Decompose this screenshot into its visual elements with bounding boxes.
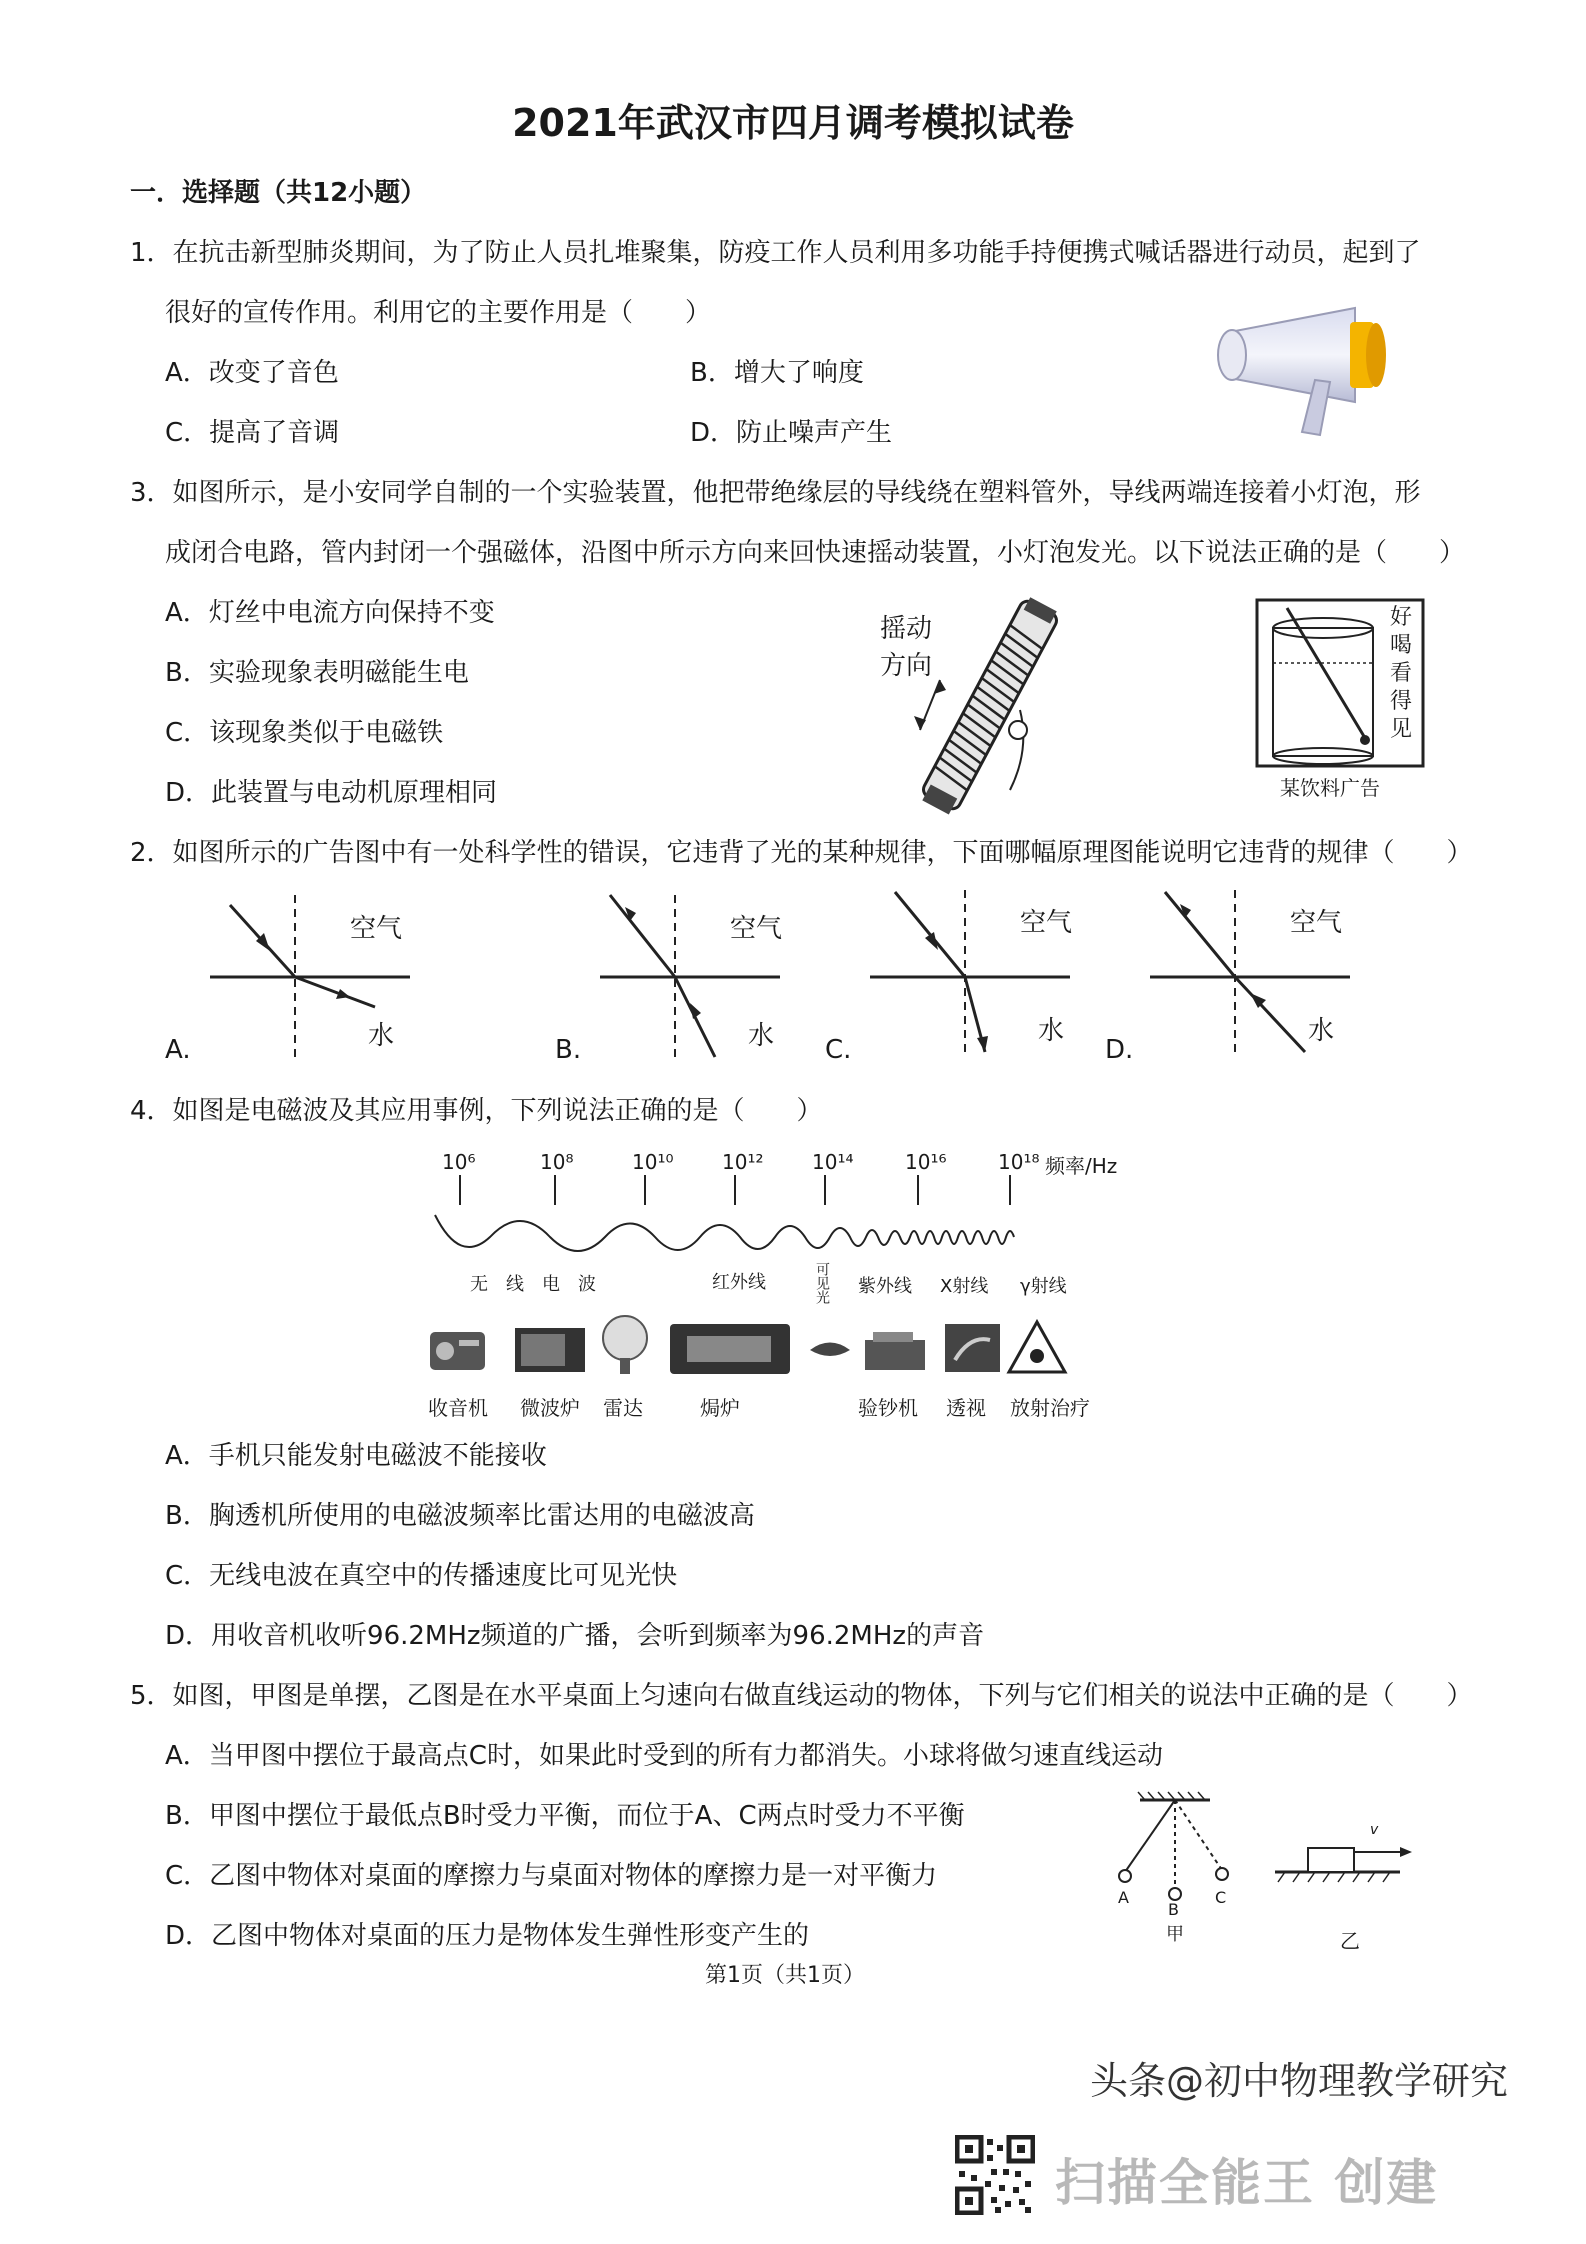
air-label: 空气: [1020, 908, 1073, 938]
freq-label: 10¹⁴: [812, 1150, 854, 1174]
app-label: 雷达: [603, 1396, 643, 1420]
option-c: C．提高了音调: [165, 418, 340, 448]
eye-icon: [810, 1343, 850, 1357]
app-label: 焗炉: [700, 1396, 740, 1420]
air-label: 空气: [1290, 908, 1343, 938]
question-text: 很好的宣传作用。利用它的主要作用是（ ）: [165, 298, 712, 328]
section-heading: 一．选择题（共12小题）: [130, 178, 427, 208]
megaphone-icon: [1210, 290, 1400, 440]
question-text: 1．在抗击新型肺炎期间，为了防止人员扎堆聚集，防疫工作人员利用多功能手持便携式喊话器进行动员，起到了: [130, 238, 1421, 268]
band-label-infrared: 红外线: [712, 1272, 766, 1293]
diagram-letter: C.: [825, 1035, 852, 1065]
band-label-visible: 可见光: [814, 1262, 830, 1304]
velocity-label: v: [1370, 1822, 1379, 1838]
option-d: D．用收音机收听96.2MHz频道的广播，会听到频率为96.2MHz的声音: [165, 1621, 985, 1651]
ad-caption: 某饮料广告: [1280, 776, 1380, 800]
band-label-gamma: γ射线: [1020, 1276, 1067, 1297]
point-c-label: C: [1215, 1888, 1227, 1907]
water-label: 水: [368, 1021, 395, 1051]
app-label: 放射治疗: [1010, 1396, 1090, 1420]
diagram-letter: B.: [555, 1035, 582, 1065]
option-b: B．增大了响度: [690, 358, 864, 388]
option-d: D．此装置与电动机原理相同: [165, 778, 498, 808]
option-a: A．灯丝中电流方向保持不变: [165, 598, 495, 628]
freq-label: 10¹⁸: [998, 1150, 1040, 1174]
option-c: C．无线电波在真空中的传播速度比可见光快: [165, 1561, 678, 1591]
toutiao-watermark: 头条@初中物理教学研究: [1090, 2059, 1509, 2103]
app-label: 收音机: [428, 1396, 488, 1420]
point-b-label: B: [1168, 1900, 1179, 1919]
freq-label: 10¹⁰: [632, 1150, 674, 1174]
water-label: 水: [1038, 1016, 1065, 1046]
question-text: 4．如图是电磁波及其应用事例，下列说法正确的是（ ）: [130, 1096, 823, 1126]
page-title: 2021年武汉市四月调考模拟试卷: [512, 101, 1074, 145]
bill-checker-icon: [865, 1332, 925, 1370]
option-a: A．手机只能发射电磁波不能接收: [165, 1441, 547, 1471]
band-label-radio: 无 线 电 波: [470, 1274, 596, 1295]
em-applications-icons: [425, 1310, 1105, 1380]
point-a-label: A: [1118, 1888, 1129, 1907]
option-b: B．甲图中摆位于最低点B时受力平衡，而位于A、C两点时受力不平衡: [165, 1801, 965, 1831]
em-spectrum-wave: [430, 1175, 1050, 1275]
freq-label: 10¹²: [722, 1150, 764, 1174]
diagram-letter: A.: [165, 1035, 191, 1065]
freq-label: 10⁸: [540, 1150, 574, 1174]
diagram-letter: D.: [1105, 1035, 1134, 1065]
microwave-icon: [515, 1328, 585, 1372]
freq-label: 10⁶: [442, 1150, 476, 1174]
radar-icon: [603, 1316, 647, 1374]
figure-jia-label: 甲: [1166, 1924, 1184, 1945]
option-a: A．当甲图中摆位于最高点C时，如果此时受到的所有力都消失。小球将做匀速直线运动: [165, 1741, 1163, 1771]
option-d: D．防止噪声产生: [690, 418, 893, 448]
band-label-uv: 紫外线: [858, 1276, 912, 1297]
qr-code-icon: [955, 2135, 1035, 2215]
option-c: C．乙图中物体对桌面的摩擦力与桌面对物体的摩擦力是一对平衡力: [165, 1861, 938, 1891]
figure-yi-label: 乙: [1340, 1929, 1360, 1953]
radio-icon: [430, 1332, 485, 1370]
oven-icon: [670, 1324, 790, 1374]
water-label: 水: [748, 1021, 775, 1051]
direction-label: 方向: [880, 651, 933, 681]
freq-unit: 频率/Hz: [1045, 1154, 1118, 1178]
freq-label: 10¹⁶: [905, 1150, 947, 1174]
radiation-icon: [1009, 1322, 1065, 1372]
shake-label: 摇动: [880, 614, 933, 644]
option-b: B．实验现象表明磁能生电: [165, 658, 469, 688]
block-on-table-figure: [1270, 1830, 1430, 1890]
option-c: C．该现象类似于电磁铁: [165, 718, 444, 748]
question-text: 5．如图，甲图是单摆，乙图是在水平桌面上匀速向右做直线运动的物体，下列与它们相关的说法中正确的是（ ）: [130, 1681, 1473, 1711]
question-text: 成闭合电路，管内封闭一个强磁体，沿图中所示方向来回快速摇动装置，小灯泡发光。以下说法正确的是（ ）: [165, 538, 1466, 568]
option-b: B．胸透机所使用的电磁波频率比雷达用的电磁波高: [165, 1501, 755, 1531]
option-d: D．乙图中物体对桌面的压力是物体发生弹性形变产生的: [165, 1921, 810, 1951]
option-a: A．改变了音色: [165, 358, 339, 388]
band-label-xray: X射线: [940, 1276, 989, 1297]
app-label: 验钞机: [858, 1396, 918, 1420]
air-label: 空气: [730, 914, 783, 944]
page-footer: 第1页（共1页）: [705, 1963, 865, 1988]
air-label: 空气: [350, 914, 403, 944]
water-label: 水: [1308, 1016, 1335, 1046]
refraction-diagram-b: [590, 885, 820, 1065]
app-label: 微波炉: [520, 1396, 580, 1420]
ad-slogan: 好 喝 看 得 见: [1390, 605, 1413, 742]
app-label: 透视: [946, 1396, 986, 1420]
xray-icon: [945, 1324, 1000, 1372]
question-text: 2．如图所示的广告图中有一处科学性的错误，它违背了光的某种规律，下面哪幅原理图能说明它违背的规律（ ）: [130, 838, 1473, 868]
question-text: 3．如图所示，是小安同学自制的一个实验装置，他把带绝缘层的导线绕在塑料管外，导线两端连接着小灯泡，形: [130, 478, 1421, 508]
camscanner-watermark: 扫描全能王 创建: [1055, 2154, 1439, 2212]
